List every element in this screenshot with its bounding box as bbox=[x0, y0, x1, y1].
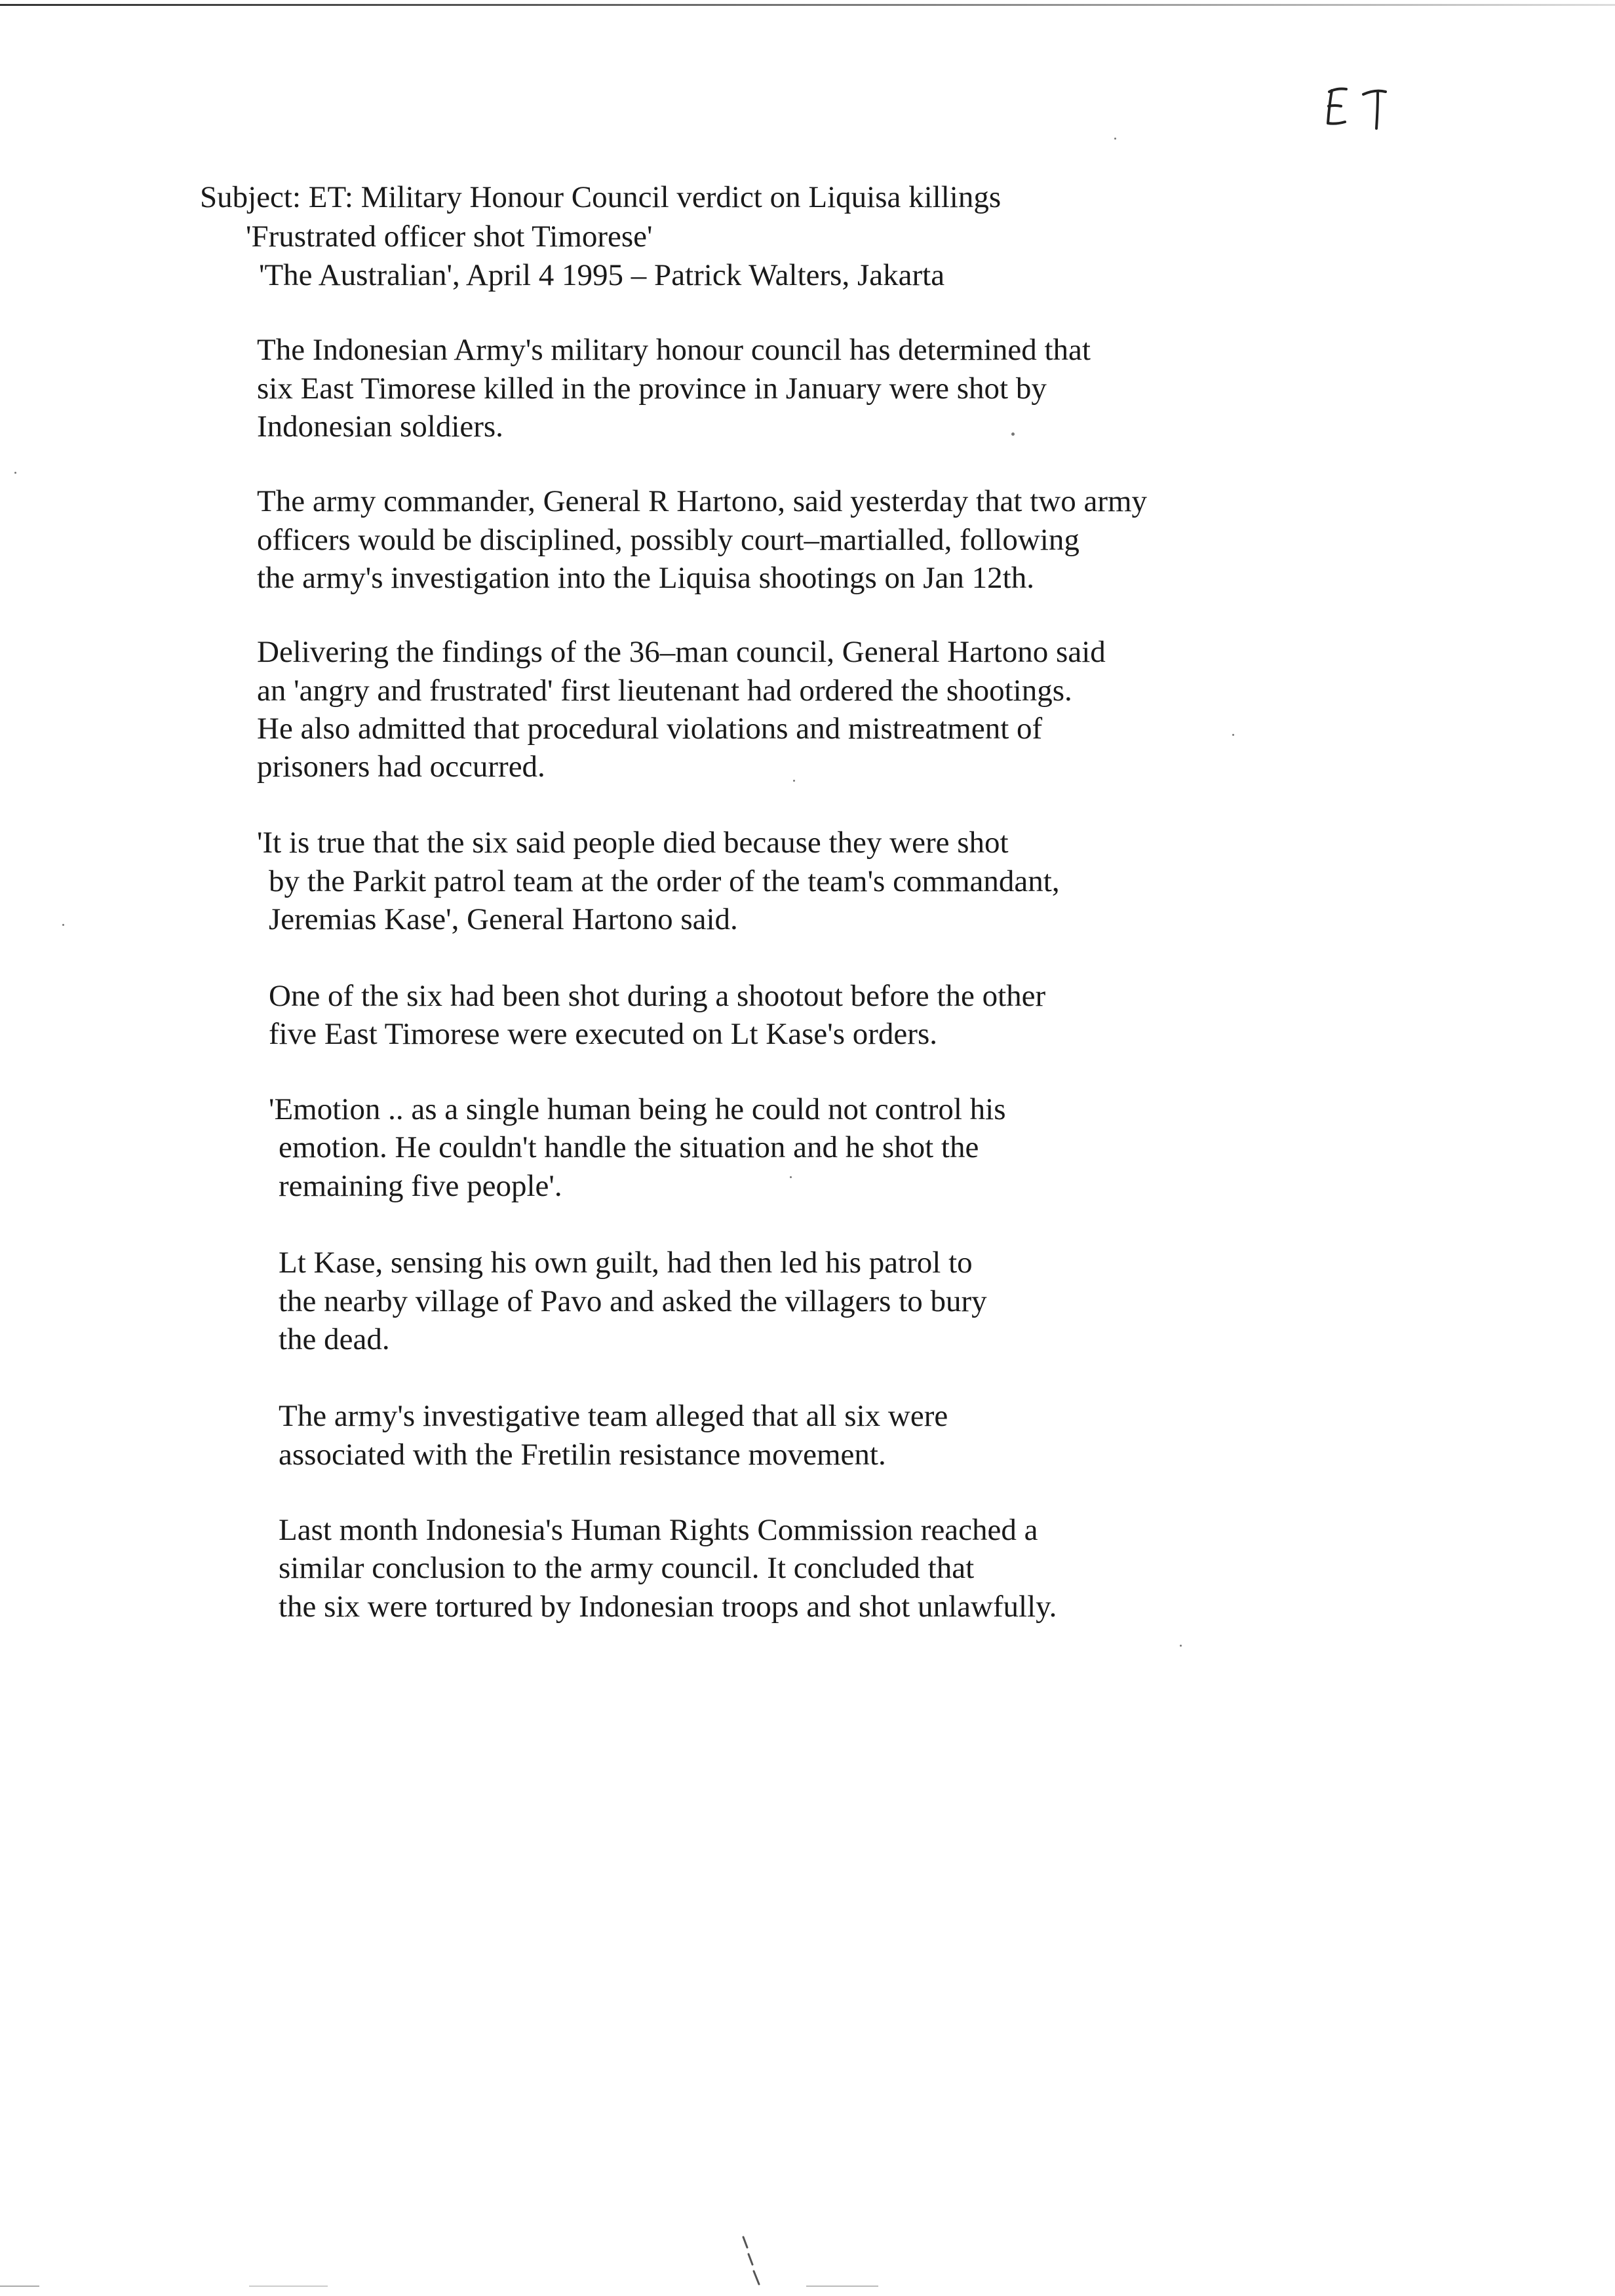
paragraph-2-line-1: The army commander, General R Hartono, said yesterday that two army bbox=[257, 484, 1148, 518]
handwritten-et-mark bbox=[1317, 72, 1416, 138]
paragraph-3-line-3: He also admitted that procedural violations and mistreatment of bbox=[257, 712, 1043, 746]
paragraph-1-line-1: The Indonesian Army's military honour council has determined that bbox=[257, 333, 1091, 367]
scan-speck bbox=[793, 780, 795, 782]
source-line: 'The Australian', April 4 1995 – Patrick Walters, Jakarta bbox=[259, 258, 945, 292]
scan-speck bbox=[790, 1176, 792, 1178]
paragraph-1-line-2: six East Timorese killed in the province in January were shot by bbox=[257, 372, 1047, 406]
paragraph-2-line-3: the army's investigation into the Liquisa shootings on Jan 12th. bbox=[257, 561, 1034, 595]
paragraph-8-line-2: associated with the Fretilin resistance movement. bbox=[279, 1438, 886, 1472]
paragraph-9-line-3: the six were tortured by Indonesian troops and shot unlawfully. bbox=[279, 1590, 1057, 1624]
bottom-scan-edge bbox=[806, 2286, 878, 2287]
bottom-scan-edge bbox=[249, 2286, 328, 2287]
paragraph-4-line-2: by the Parkit patrol team at the order of the team's commandant, bbox=[269, 864, 1060, 898]
paragraph-4-line-3: Jeremias Kase', General Hartono said. bbox=[269, 902, 738, 936]
paragraph-6-line-3: remaining five people'. bbox=[279, 1169, 562, 1203]
scan-speck bbox=[1232, 734, 1234, 736]
scan-speck bbox=[1180, 1645, 1182, 1647]
paragraph-6-line-2: emotion. He couldn't handle the situation and he shot the bbox=[279, 1130, 979, 1164]
paragraph-7-line-3: the dead. bbox=[279, 1322, 390, 1356]
paragraph-8-line-1: The army's investigative team alleged that all six were bbox=[279, 1399, 948, 1433]
scan-speck bbox=[1114, 138, 1116, 140]
headline: 'Frustrated officer shot Timorese' bbox=[246, 220, 653, 254]
scan-speck bbox=[14, 472, 16, 474]
scan-speck bbox=[62, 924, 64, 926]
scan-speck bbox=[1011, 432, 1015, 436]
paragraph-1-line-3: Indonesian soldiers. bbox=[257, 410, 503, 444]
paragraph-4-line-1: 'It is true that the six said people died because they were shot bbox=[257, 826, 1009, 860]
paragraph-2-line-2: officers would be disciplined, possibly court–martialled, following bbox=[257, 523, 1080, 557]
top-scan-edge bbox=[0, 4, 1615, 6]
bottom-scan-mark bbox=[739, 2234, 766, 2287]
subject-line: Subject: ET: Military Honour Council verdict on Liquisa killings bbox=[200, 180, 1002, 214]
paragraph-5-line-1: One of the six had been shot during a shootout before the other bbox=[269, 979, 1046, 1013]
paragraph-7-line-2: the nearby village of Pavo and asked the villagers to bury bbox=[279, 1284, 987, 1318]
paragraph-7-line-1: Lt Kase, sensing his own guilt, had then led his patrol to bbox=[279, 1246, 973, 1280]
paragraph-3-line-4: prisoners had occurred. bbox=[257, 750, 545, 784]
paragraph-3-line-1: Delivering the findings of the 36–man council, General Hartono said bbox=[257, 635, 1106, 669]
paragraph-9-line-2: similar conclusion to the army council. It concluded that bbox=[279, 1551, 975, 1585]
paragraph-3-line-2: an 'angry and frustrated' first lieutenant had ordered the shootings. bbox=[257, 674, 1072, 708]
bottom-scan-edge bbox=[0, 2286, 39, 2287]
paragraph-9-line-1: Last month Indonesia's Human Rights Commission reached a bbox=[279, 1513, 1038, 1547]
paragraph-6-line-1: 'Emotion .. as a single human being he could not control his bbox=[269, 1092, 1006, 1126]
paragraph-5-line-2: five East Timorese were executed on Lt Kase's orders. bbox=[269, 1017, 937, 1051]
